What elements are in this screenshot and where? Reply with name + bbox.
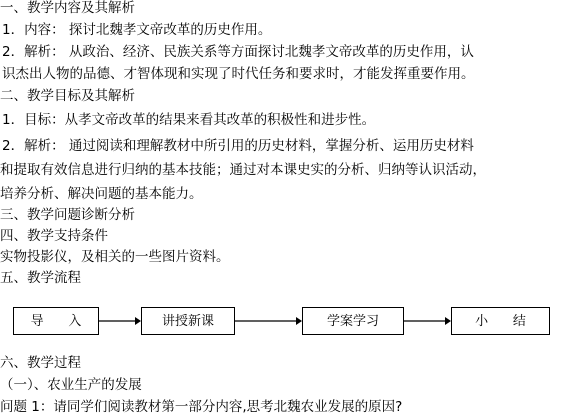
goal-analysis-line-2: 和提取有效信息进行归纳的基本技能；通过对本课史实的分析、归纳等认识活动， — [0, 162, 486, 178]
flow-arrow-2 — [235, 320, 302, 322]
goal-analysis-line-1: 2．解析： 通过阅读和理解教材中所引用的历史材料，掌握分析、运用历史材料 — [2, 138, 474, 154]
goal-analysis-line-3: 培养分析、解决问题的基本能力。 — [0, 186, 203, 202]
arrow-right-icon — [99, 316, 141, 326]
section-4-title: 四、教学支持条件 — [0, 228, 108, 244]
flow-arrow-1 — [99, 320, 141, 322]
analysis-line-1: 2．解析： 从政治、经济、民族关系等方面探讨北魏孝文帝改革的历史作用，认 — [2, 44, 474, 60]
analysis-line-2: 识杰出人物的品德、才智体现和实现了时代任务和要求时，才能发挥重要作用。 — [2, 66, 475, 82]
content-line: 1．内容： 探讨北魏孝文帝改革的历史作用。 — [2, 22, 272, 38]
goal-line: 1．目标：从孝文帝改革的结果来看其改革的积极性和进步性。 — [2, 112, 376, 128]
subsection-1-title: （一）、农业生产的发展 — [0, 377, 142, 393]
section-5-title: 五、教学流程 — [0, 270, 81, 286]
arrow-right-icon — [404, 316, 451, 326]
flow-step-intro: 导 入 — [13, 307, 99, 335]
section-1-title: 一、教学内容及其解析 — [0, 0, 135, 16]
section-3-title: 三、教学问题诊断分析 — [0, 207, 135, 223]
arrow-right-icon — [235, 316, 302, 326]
flow-arrow-3 — [404, 320, 451, 322]
flow-step-study-plan: 学案学习 — [302, 307, 404, 335]
section-2-title: 二、教学目标及其解析 — [0, 88, 135, 104]
question-1: 问题 1：请同学们阅读教材第一部分内容,思考北魏农业发展的原因? — [0, 399, 403, 415]
section-6-title: 六、教学过程 — [0, 355, 81, 371]
flow-step-new-lesson: 讲授新课 — [141, 307, 235, 335]
support-line: 实物投影仪，及相关的一些图片资料。 — [0, 249, 230, 265]
flow-step-summary: 小 结 — [451, 307, 550, 335]
